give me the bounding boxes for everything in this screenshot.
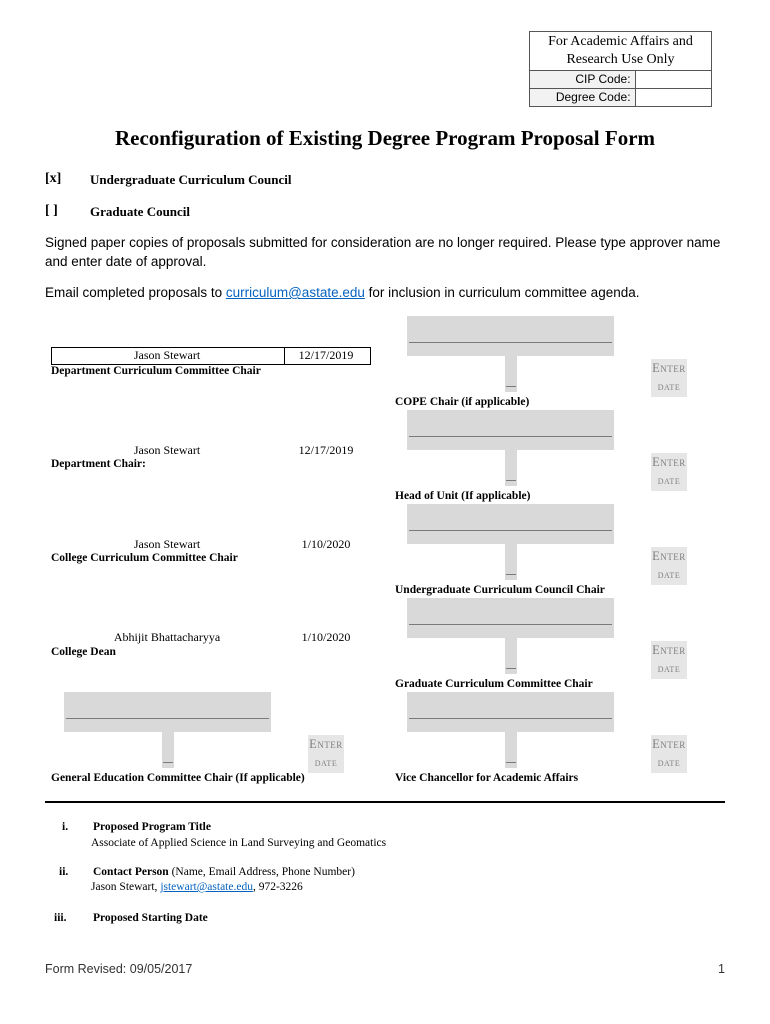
section-heading: [93, 866, 355, 878]
enter-date-line1: Enter: [309, 737, 343, 751]
signer-role: Graduate Curriculum Committee Chair: [395, 678, 593, 690]
signature-name-field[interactable]: [407, 598, 614, 638]
instructions-text: Signed paper copies of proposals submitted for consideration are no longer required. Please type approver name and enter date of approval.: [45, 235, 721, 269]
signature-field-marker[interactable]: [505, 638, 517, 674]
form-revised-date: Form Revised: 09/05/2017: [45, 962, 193, 976]
signature-name-field[interactable]: [407, 692, 614, 732]
signer-role: Undergraduate Curriculum Council Chair: [395, 584, 605, 596]
section-title: Contact Person: [93, 866, 169, 878]
signer-role: Vice Chancellor for Academic Affairs: [395, 772, 579, 784]
enter-date-field[interactable]: [651, 547, 687, 585]
enter-date-line2: date: [314, 757, 338, 769]
signature-field-marker[interactable]: [505, 732, 517, 768]
form-title: Reconfiguration of Existing Degree Program Proposal Form: [114, 126, 656, 150]
signature-name-field[interactable]: [407, 316, 614, 356]
signer-role: College Curriculum Committee Chair: [51, 552, 238, 564]
section-hint: (Name, Email Address, Phone Number): [168, 866, 355, 878]
contact-phone: , 972-3226: [252, 881, 303, 893]
section-body: Associate of Applied Science in Land Surveying and Geomatics: [91, 837, 387, 849]
section-divider: [45, 801, 725, 803]
enter-date-line1: Enter: [652, 455, 686, 469]
email-instructions: [45, 283, 725, 302]
signer-role: COPE Chair (if applicable): [395, 396, 530, 408]
signer-role: College Dean: [51, 646, 116, 658]
signer-role: General Education Committee Chair (If applicable): [51, 772, 305, 784]
enter-date-line1: Enter: [652, 737, 686, 751]
enter-date-field[interactable]: [651, 641, 687, 679]
section-number: i.: [62, 821, 69, 833]
signer-date[interactable]: 1/10/2020: [301, 630, 351, 644]
graduate-council-label: Graduate Council: [90, 204, 191, 219]
enter-date-line1: Enter: [652, 549, 686, 563]
enter-date-field[interactable]: [308, 735, 344, 773]
section-number: ii.: [59, 866, 69, 878]
undergraduate-council-checkbox[interactable]: [x]: [45, 171, 62, 186]
signer-name[interactable]: Jason Stewart: [133, 443, 201, 457]
signer-role: Department Chair:: [51, 458, 146, 470]
signer-role: Department Curriculum Committee Chair: [51, 365, 261, 377]
email-suffix: for inclusion in curriculum committee agenda.: [364, 285, 640, 300]
signer-name[interactable]: Jason Stewart: [133, 537, 201, 551]
use-box-heading: For Academic Affairs and Research Use Only: [530, 32, 712, 71]
signer-date[interactable]: 1/10/2020: [301, 537, 351, 551]
enter-date-line2: date: [657, 757, 681, 769]
signature-field-marker[interactable]: [162, 732, 174, 768]
signature-field-marker[interactable]: [505, 544, 517, 580]
signer-name[interactable]: Abhijit Bhattacharyya: [113, 630, 221, 644]
enter-date-field[interactable]: [651, 453, 687, 491]
enter-date-field[interactable]: [651, 735, 687, 773]
enter-date-line2: date: [657, 569, 681, 581]
page-number: 1: [718, 962, 725, 976]
academic-affairs-use-box: [529, 31, 712, 107]
undergraduate-council-label: Undergraduate Curriculum Council: [90, 172, 292, 187]
signature-field-marker[interactable]: [505, 356, 517, 392]
enter-date-line2: date: [657, 663, 681, 675]
signature-field-marker[interactable]: [505, 450, 517, 486]
email-prefix: Email completed proposals to: [45, 285, 226, 300]
enter-date-line1: Enter: [652, 643, 686, 657]
signer-name[interactable]: Jason Stewart: [133, 348, 201, 362]
section-body: [91, 881, 303, 893]
section-title: Proposed Starting Date: [93, 912, 208, 924]
signer-date[interactable]: 12/17/2019: [298, 348, 354, 362]
signature-name-field[interactable]: [407, 504, 614, 544]
signature-name-field[interactable]: [64, 692, 271, 732]
cip-code-label: CIP Code:: [530, 71, 636, 89]
curriculum-email-link[interactable]: curriculum@astate.edu: [225, 285, 365, 300]
contact-email-link[interactable]: jstewart@astate.edu: [160, 881, 253, 893]
section-number: iii.: [54, 912, 67, 924]
contact-name: Jason Stewart,: [91, 881, 161, 893]
enter-date-line1: Enter: [652, 361, 686, 375]
enter-date-field[interactable]: [651, 359, 687, 397]
enter-date-line2: date: [657, 381, 681, 393]
signature-name-field[interactable]: [407, 410, 614, 450]
section-title: Proposed Program Title: [93, 821, 211, 833]
graduate-council-checkbox[interactable]: [ ]: [45, 203, 58, 218]
enter-date-line2: date: [657, 475, 681, 487]
degree-code-field[interactable]: [635, 89, 711, 107]
degree-code-label: Degree Code:: [530, 89, 636, 107]
signer-role: Head of Unit (If applicable): [395, 490, 531, 502]
cip-code-field[interactable]: [635, 71, 711, 89]
signer-date[interactable]: 12/17/2019: [298, 443, 354, 457]
